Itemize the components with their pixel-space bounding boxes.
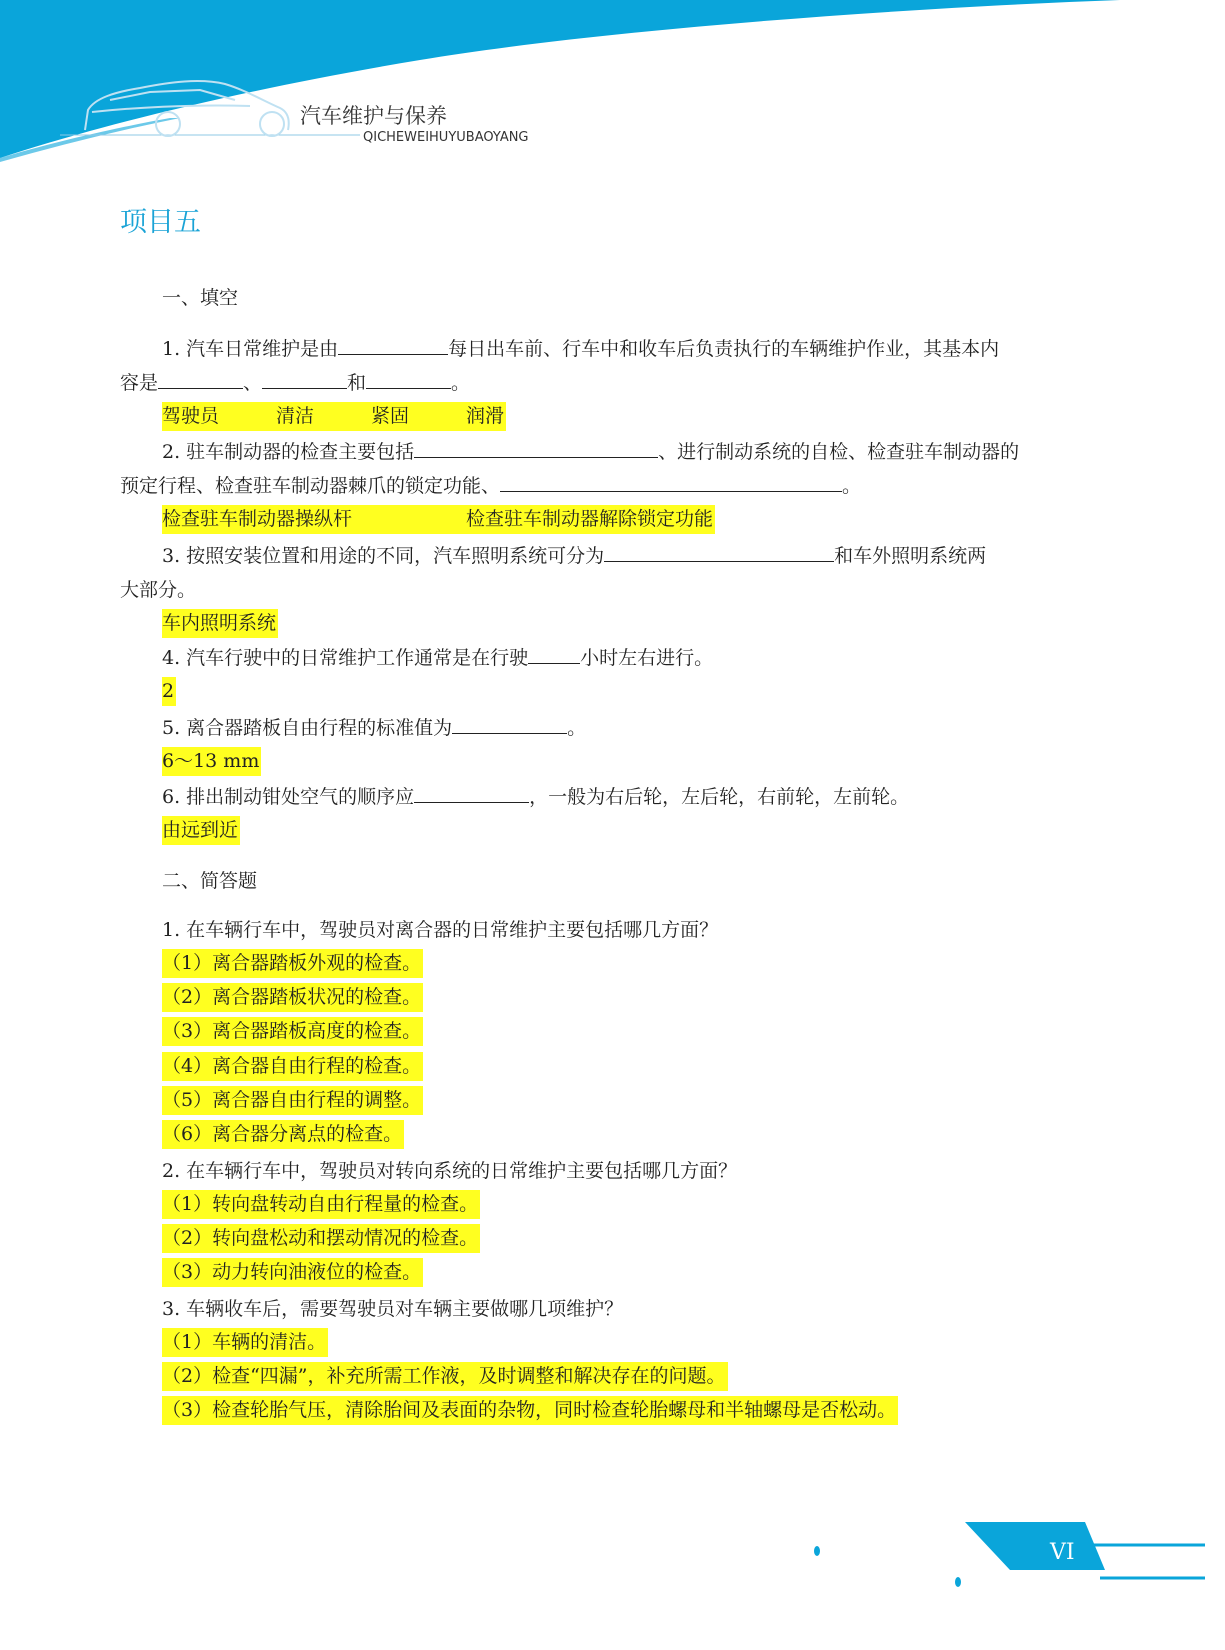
q3-answer: 车内照明系统 [162,609,278,638]
s2-q1-answer: （6）离合器分离点的检查。 [162,1120,404,1149]
answer-blank [338,336,448,355]
answer-blank [604,543,834,562]
section2-heading: 二、简答题 [162,870,258,892]
project-title: 项目五 [120,207,201,238]
q6-answer: 由远到近 [162,816,240,845]
s2-q2-answer: （1）转向盘转动自由行程量的检查。 [162,1190,480,1219]
s2-q2-answer: （2）转向盘松动和摆动情况的检查。 [162,1224,480,1253]
header-banner [0,0,1225,170]
page-number: VI [1050,1540,1075,1565]
s2-q1-answer: （4）离合器自由行程的检查。 [162,1052,423,1081]
s2-q1-answer: （1）离合器踏板外观的检查。 [162,949,423,978]
s2-q2-answer: （3）动力转向油液位的检查。 [162,1258,423,1287]
s2-q1-answer: （2）离合器踏板状况的检查。 [162,983,423,1012]
answer-blank [528,645,580,664]
s2-q3-answer: （2）检查“四漏”，补充所需工作液，及时调整和解决存在的问题。 [162,1362,728,1391]
q3-line2: 大部分。 [120,579,197,601]
q5-line1: 5. 离合器踏板自由行程的标准值为 。 [162,717,587,739]
book-title: 汽车维护与保养 [300,104,447,128]
q2-line2: 预定行程、检查驻车制动器棘爪的锁定功能、 。 [120,475,862,497]
s2-q3-answer: （3）检查轮胎气压，清除胎间及表面的杂物，同时检查轮胎螺母和半轴螺母是否松动。 [162,1396,898,1425]
answer-blank [500,473,842,492]
answer-blank [366,370,451,389]
q1-line1: 1. 汽车日常维护是由 每日出车前、行车中和收车后负责执行的车辆维护作业，其基本内 [162,338,1000,360]
answer-blank [262,370,347,389]
footer-decoration [0,1510,1225,1650]
answer-blank [414,439,658,458]
s2-q1-text: 1. 在车辆行车中，驾驶员对离合器的日常维护主要包括哪几方面？ [162,919,719,941]
q5-answer: 6～13 mm [162,747,261,776]
q1-answer: 驾驶员 清洁 紧固 润滑 [162,402,506,431]
answer-blank [158,370,243,389]
answer-blank [414,784,529,803]
s2-q3-text: 3. 车辆收车后，需要驾驶员对车辆主要做哪几项维护？ [162,1298,624,1320]
s2-q1-answer: （3）离合器踏板高度的检查。 [162,1017,423,1046]
s2-q2-text: 2. 在车辆行车中，驾驶员对转向系统的日常维护主要包括哪几方面？ [162,1160,738,1182]
answer-blank [452,715,567,734]
section1-heading: 一、填空 [162,287,239,309]
s2-q3-answer: （1）车辆的清洁。 [162,1328,328,1357]
q2-line1: 2. 驻车制动器的检查主要包括 、进行制动系统的自检、检查驻车制动器的 [162,441,1020,463]
q2-answer: 检查驻车制动器操纵杆 检查驻车制动器解除锁定功能 [162,505,715,534]
q3-line1: 3. 按照安装位置和用途的不同，汽车照明系统可分为 和车外照明系统两 [162,545,987,567]
book-pinyin: QICHEWEIHUYUBAOYANG [363,130,529,145]
q4-line1: 4. 汽车行驶中的日常维护工作通常是在行驶 小时左右进行。 [162,647,714,669]
s2-q1-answer: （5）离合器自由行程的调整。 [162,1086,423,1115]
q4-answer: 2 [162,677,176,706]
q1-line2: 容是 、 和 。 [120,372,471,394]
q6-line1: 6. 排出制动钳处空气的顺序应 ，一般为右后轮，左后轮，右前轮，左前轮。 [162,786,910,808]
